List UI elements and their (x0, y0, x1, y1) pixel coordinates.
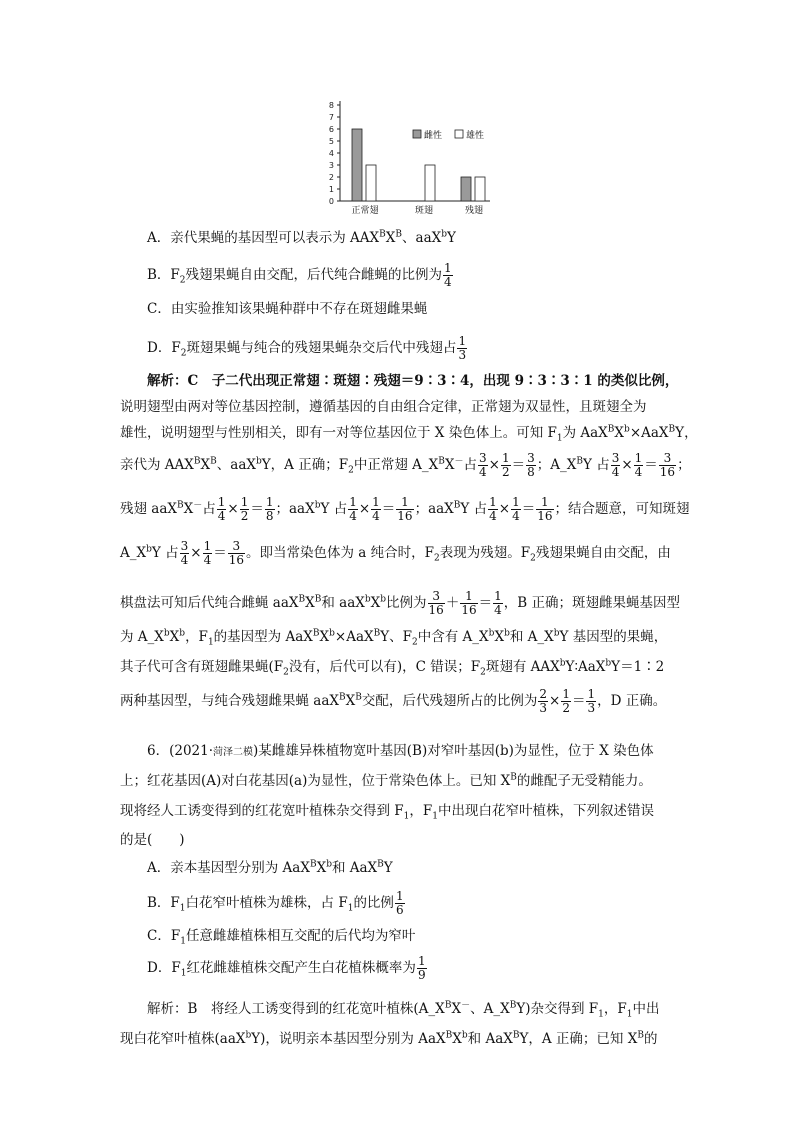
q5-option-b: B．$F_2$残翅果蝇自由交配，后代纯合雌蝇的比例为 $\frac{1}{4}$ (147, 261, 452, 289)
y-tick-label: 1 (328, 185, 334, 194)
legend-swatch (413, 130, 421, 138)
bar-雌性 (352, 129, 362, 201)
y-tick-label: 4 (328, 149, 334, 158)
exp5-line-5: 残翅 aaX$^B$X－占 $\frac{1}{4}$ × $\frac{1}{2}$ ＝ $\frac{1}{8}$ ；aaX$^b$Y 占 $\frac{1}{4}$ × $\frac{1}{4}$ ＝ $\frac{1}{16}$ ；aaX$^B$Y 占 $\frac{1}{4}$ × $\frac{1}{4}$ ＝ $\frac{1}{16}$ ；结合题意，可知斑翅 (120, 495, 690, 523)
fraction: $\frac{1}{4}$ (444, 261, 452, 289)
x-tick-label: 残翅 (464, 206, 484, 216)
fraction: $\frac{1}{3}$ (458, 334, 467, 362)
bar-雄性 (366, 165, 376, 201)
exp5-line-8: 为 $A\_X^bX^b$，$F_1$的基因型为 $AaX^BX^b\times AaX^BY$、$F_2$中含有 $A\_X^bX^b$和 $A\_X^bY$ 基因型的果蝇， (120, 628, 668, 648)
y-tick-label: 7 (328, 113, 334, 122)
q6-option-a: A．亲本基因型分别为 $AaX^BX^b$和 AaX$^B$Y (147, 859, 393, 876)
q6-line-1: 6．(2021·菏泽二模)某雌雄异株植物宽叶基因(B)对窄叶基因(b)为显性，位于 X 染色体 (147, 743, 654, 759)
bar-chart-svg (300, 96, 530, 221)
legend-label: 雌性 (424, 131, 443, 141)
y-tick-label: 6 (328, 125, 334, 134)
exp5-line-6: $A\_X^bY$ 占 $\frac{3}{4}$ × $\frac{1}{4}$ ＝ $\frac{3}{16}$ 。即当常染色体为 a 纯合时，$F_2$表现为残翅。$F_2$残翅果蝇自由交配，由 (120, 539, 671, 567)
y-tick-label: 8 (328, 101, 334, 110)
y-tick-label: 3 (328, 161, 334, 170)
q5-option-d: D．$F_2$斑翅果蝇与纯合的残翅果蝇杂交后代中残翅占 $\frac{1}{3}$ (147, 334, 467, 362)
q6-line-3: 现将经人工诱变得到的红花宽叶植株杂交得到 $F_1$，$F_1$中出现白花窄叶植株，下列叙述错误 (120, 803, 655, 822)
q5-option-a: A．亲代果蝇的基因型可以表示为 $AAX^BX^B$、aaX$^b$Y (147, 229, 456, 246)
exp5-line-2: 说明翅型由两对等位基因控制，遵循基因的自由组合定律，正常翅为双显性，且斑翅全为 (120, 399, 647, 415)
x-tick-label: 斑翅 (414, 206, 434, 216)
exp6-line-2: 现白花窄叶植株(aaX$^b$Y)，说明亲本基因型分别为 $AaX^BX^b$和 AaX$^B$Y，A 正确；已知 $X^B$的 (120, 1030, 658, 1047)
exp6-line-1: 解析：B 将经人工诱变得到的红花宽叶植株($A\_X^BX^-$、$A\_X^BY$)杂交得到 $F_1$，$F_1$中出 (147, 1000, 660, 1020)
q6-option-c: C．$F_1$任意雌雄植株相互交配的后代均为窄叶 (147, 928, 416, 947)
q6-line-4: 的是( ) (120, 832, 185, 848)
legend-label: 雄性 (466, 131, 485, 141)
exp5-line-10: 两种基因型，与纯合残翅雌果蝇 $aaX^BX^B$交配，后代残翅所占的比例为 $\frac{2}{3}$ × $\frac{1}{2}$ ＝ $\frac{1}{3}$ ，D 正确。 (120, 687, 667, 715)
bar-雄性 (425, 165, 435, 201)
y-tick-label: 5 (328, 137, 334, 146)
exp5-line-4: 亲代为 $AAX^BX^B$、aaX$^b$Y，A 正确；$F_2$中正常翅 $A\_X^BX^-$占 $\frac{3}{4}$ × $\frac{1}{2}$ ＝ $\frac{3}{8}$ ；$A\_X^BY$ 占 $\frac{3}{4}$ × $\frac{1}{4}$ ＝ $\frac{3}{16}$ ； (120, 451, 691, 479)
exp5-line-1: 解析：C 子二代出现正常翅∶斑翅∶残翅＝9∶3∶4，出现 9∶3∶3∶1 的类似比例， (147, 373, 679, 389)
exp5-line-3: 雄性，说明翅型与性别相关，即有一对等位基因位于 X 染色体上。可知 $F_1$为 $AaX^BX^b\times AaX^BY$， (120, 424, 698, 444)
q6-line-2: 上；红花基因(A)对白花基因(a)为显性，位于常染色体上。已知 $X^B$的雌配子无受精能力。 (120, 772, 652, 789)
y-tick-label: 2 (328, 173, 334, 182)
q6-option-d: D．$F_1$红花雌雄植株交配产生白花植株概率为 $\frac{1}{9}$ (147, 954, 426, 982)
legend-swatch (455, 130, 463, 138)
exp5-line-7: 棋盘法可知后代纯合雌蝇 $aaX^BX^B$和 $aaX^bX^b$比例为 $\frac{3}{16}$ ＋ $\frac{1}{16}$ ＝ $\frac{1}{4}$ ，B 正确；斑翅雌果蝇基因型 (120, 589, 680, 617)
bar-雌性 (461, 177, 471, 201)
bar-雄性 (475, 177, 485, 201)
q6-option-b: B．$F_1$白花窄叶植株为雄株，占 $F_1$的比例 $\frac{1}{6}$ (147, 889, 404, 917)
x-tick-label: 正常翅 (351, 206, 379, 216)
exp5-line-9: 其子代可含有斑翅雌果蝇($F_2$没有，后代可以有)，C 错误；$F_2$斑翅有 $AAX^bY∶AaX^bY=1∶2$ (120, 658, 665, 678)
y-tick-label: 0 (328, 197, 334, 206)
q5-option-c: C．由实验推知该果蝇种群中不存在斑翅雌果蝇 (147, 301, 428, 317)
bar-chart (300, 96, 530, 221)
